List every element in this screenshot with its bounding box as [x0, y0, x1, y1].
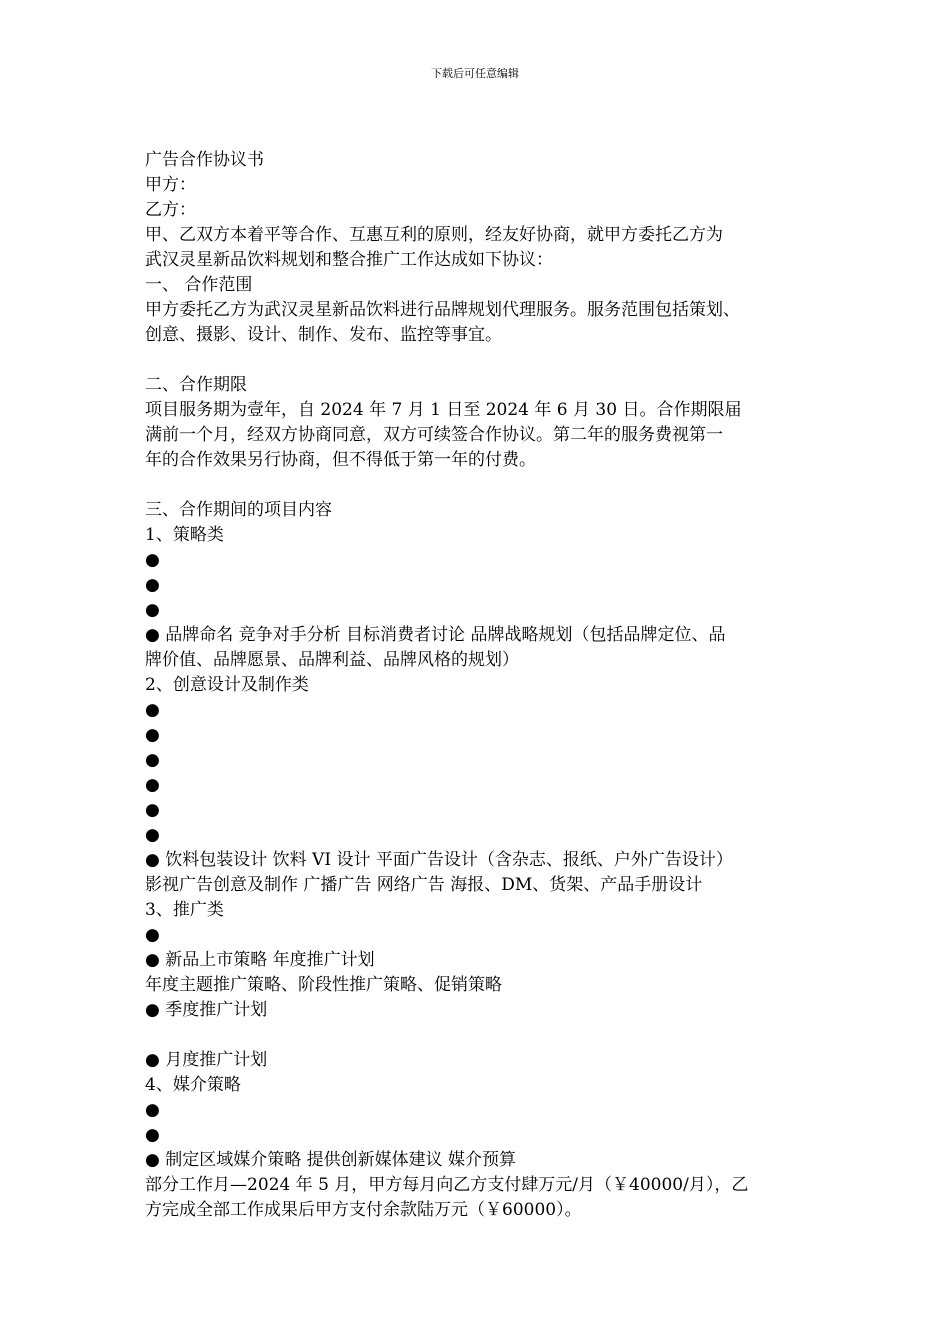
section-heading-term: 二、合作期限	[145, 375, 247, 395]
paragraph-line: 甲方委托乙方为武汉灵星新品饮料进行品牌规划代理服务。服务范围包括策划、	[145, 300, 740, 320]
paragraph-line: 年的合作效果另行协商，但不得低于第一年的付费。	[145, 450, 536, 470]
intro-line: 甲、乙双方本着平等合作、互惠互利的原则，经友好协商，就甲方委托乙方为	[145, 225, 723, 245]
blank-line	[145, 473, 825, 498]
bullet-icon	[145, 698, 825, 723]
blank-line	[145, 1023, 825, 1048]
paragraph-line: 满前一个月，经双方协商同意，双方可续签合作协议。第二年的服务费视第一	[145, 425, 723, 445]
bullet-list-item: ● 季度推广计划	[145, 998, 825, 1023]
bullet-icon	[145, 923, 825, 948]
subsection-heading-media: 4、媒介策略	[145, 1075, 241, 1095]
payment-line: 方完成全部工作成果后甲方支付余款陆万元（￥60000）。	[145, 1200, 582, 1220]
bullet-icon	[145, 748, 825, 773]
section-heading-scope: 一、 合作范围	[145, 275, 253, 295]
header-note: 下载后可任意编辑	[431, 67, 519, 80]
bullet-icon	[145, 773, 825, 798]
paragraph-line: 项目服务期为壹年，自 2024 年 7 月 1 日至 2024 年 6 月 30 日。合作期限届	[145, 400, 742, 420]
bullet-icon	[145, 823, 825, 848]
bullet-list-item: ● 制定区域媒介策略 提供创新媒体建议 媒介预算	[145, 1148, 825, 1173]
party-a-label: 甲方：	[145, 175, 196, 195]
bullet-list-item: ● 新品上市策略 年度推广计划	[145, 948, 825, 973]
subsection-heading-creative: 2、创意设计及制作类	[145, 675, 309, 695]
list-item-continuation: 牌价值、品牌愿景、品牌利益、品牌风格的规划）	[145, 650, 519, 670]
bullet-icon	[145, 723, 825, 748]
list-item-continuation: 年度主题推广策略、阶段性推广策略、促销策略	[145, 975, 502, 995]
blank-line	[145, 348, 825, 373]
document-title: 广告合作协议书	[145, 150, 264, 170]
intro-line: 武汉灵星新品饮料规划和整合推广工作达成如下协议：	[145, 250, 553, 270]
party-b-label: 乙方：	[145, 200, 196, 220]
bullet-list-item: ● 品牌命名 竞争对手分析 目标消费者讨论 品牌战略规划（包括品牌定位、品	[145, 623, 825, 648]
bullet-icon	[145, 1123, 825, 1148]
bullet-icon	[145, 573, 825, 598]
subsection-heading-strategy: 1、策略类	[145, 525, 224, 545]
bullet-icon	[145, 548, 825, 573]
bullet-list-item: ● 饮料包装设计 饮料 VI 设计 平面广告设计（含杂志、报纸、户外广告设计）	[145, 848, 825, 873]
bullet-list-item: ● 月度推广计划	[145, 1048, 825, 1073]
section-heading-content: 三、合作期间的项目内容	[145, 500, 332, 520]
bullet-icon	[145, 1098, 825, 1123]
bullet-icon	[145, 798, 825, 823]
agreement-document	[145, 148, 825, 1223]
subsection-heading-promotion: 3、推广类	[145, 900, 224, 920]
payment-line: 部分工作月—2024 年 5 月，甲方每月向乙方支付肆万元/月（￥40000/月），乙	[145, 1175, 749, 1195]
paragraph-line: 创意、摄影、设计、制作、发布、监控等事宜。	[145, 325, 502, 345]
list-item-continuation: 影视广告创意及制作 广播广告 网络广告 海报、DM、货架、产品手册设计	[145, 875, 703, 895]
bullet-icon	[145, 598, 825, 623]
